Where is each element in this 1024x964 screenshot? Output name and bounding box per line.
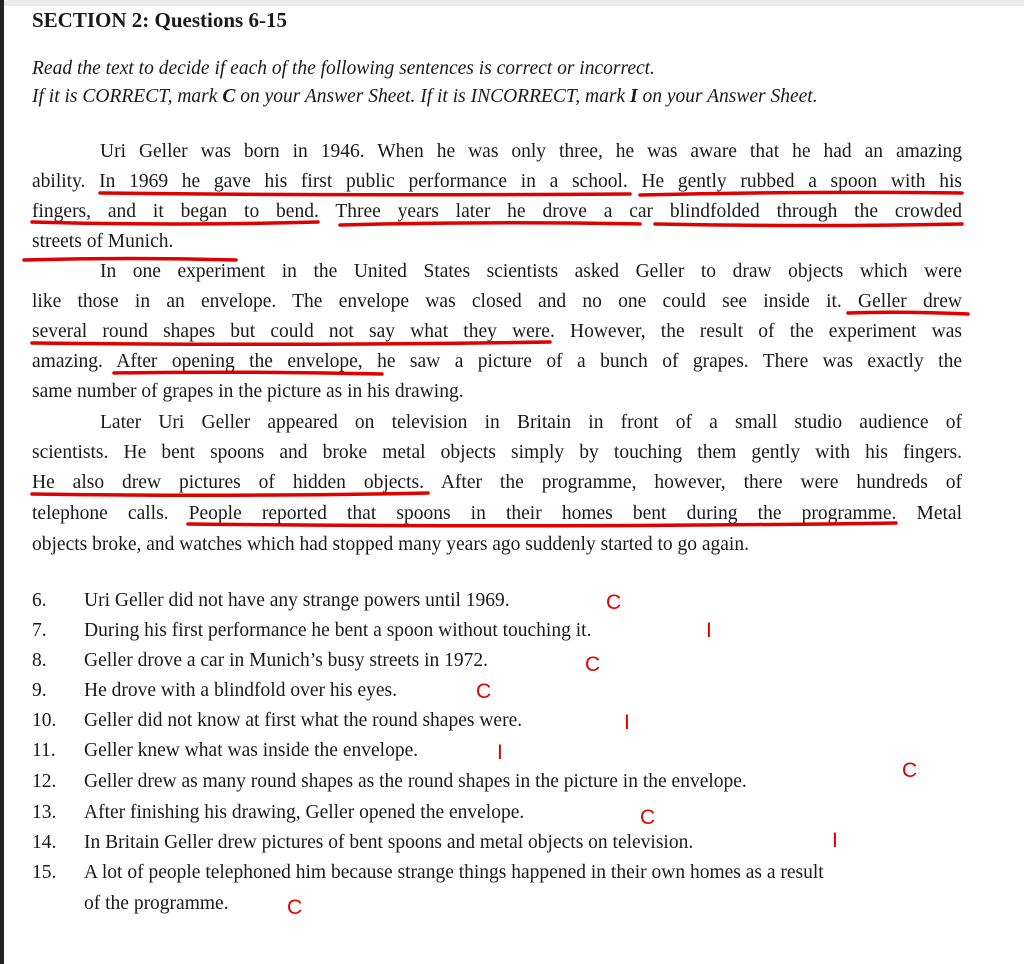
passage-line: amazing. After opening the envelope, he saw a picture of a bunch of grapes. There was exactly the [32,351,962,372]
underline-mark [24,259,236,261]
underline-mark [848,312,968,314]
answer-mark-8: C [585,653,601,676]
passage-line: telephone calls. People reported that spoons in their homes bent during the programme. Metal [32,503,962,524]
underline-mark [100,193,630,195]
incorrect-mark-letter: I [630,86,638,107]
underline-mark [640,192,962,195]
answer-mark-6: C [606,591,622,614]
correct-mark-letter: C [222,86,236,107]
answer-mark-14: I [832,829,838,852]
passage-line: ability. In 1969 he gave his first public performance in a school. He gently rubbed a spoon with his [32,171,962,192]
passage-line: objects broke, and watches which had stopped many years ago suddenly started to go again. [32,534,749,555]
passage-line: streets of Munich. [32,231,174,252]
passage-line: scientists. He bent spoons and broke metal objects simply by touching them gently with his fingers. [32,442,962,463]
passage-line: In one experiment in the United States scientists asked Geller to draw objects which were [100,261,962,282]
answer-mark-9: C [476,680,492,703]
passage-line: like those in an envelope. The envelope was closed and no one could see inside it. Geller drew [32,291,962,312]
underline-mark [32,222,318,224]
underline-mark [340,223,640,225]
passage-line: He also drew pictures of hidden objects. After the programme, however, there were hundreds of [32,472,962,493]
underline-mark [32,493,428,495]
passage-line: fingers, and it began to bend. Three years later he drove a car blindfolded through the crowded [32,201,962,222]
section-heading: SECTION 2: Questions 6-15 [32,8,287,32]
answer-mark-11: I [497,741,503,764]
passage-line: Uri Geller was born in 1946. When he was only three, he was aware that he had an amazing [100,141,962,162]
passage-line: Later Uri Geller appeared on television in Britain in front of a small studio audience of [100,412,962,433]
answer-mark-7: I [706,619,712,642]
underline-mark [188,523,896,526]
passage-line: same number of grapes in the picture as in his drawing. [32,381,464,402]
underline-mark [32,342,550,344]
answer-mark-13: C [640,806,656,829]
instruction-line-1: Read the text to decide if each of the following sentences is correct or incorrect. [32,58,655,79]
answer-mark-10: I [624,711,630,734]
underline-mark [114,372,382,374]
answer-mark-15: C [287,896,303,919]
answer-mark-12: C [902,759,918,782]
passage-line: several round shapes but could not say what they were. However, the result of the experiment was [32,321,962,342]
instruction-line-2: If it is CORRECT, mark C on your Answer Sheet. If it is INCORRECT, mark I on your Answer Sheet. [32,86,818,107]
underline-mark [655,224,962,226]
